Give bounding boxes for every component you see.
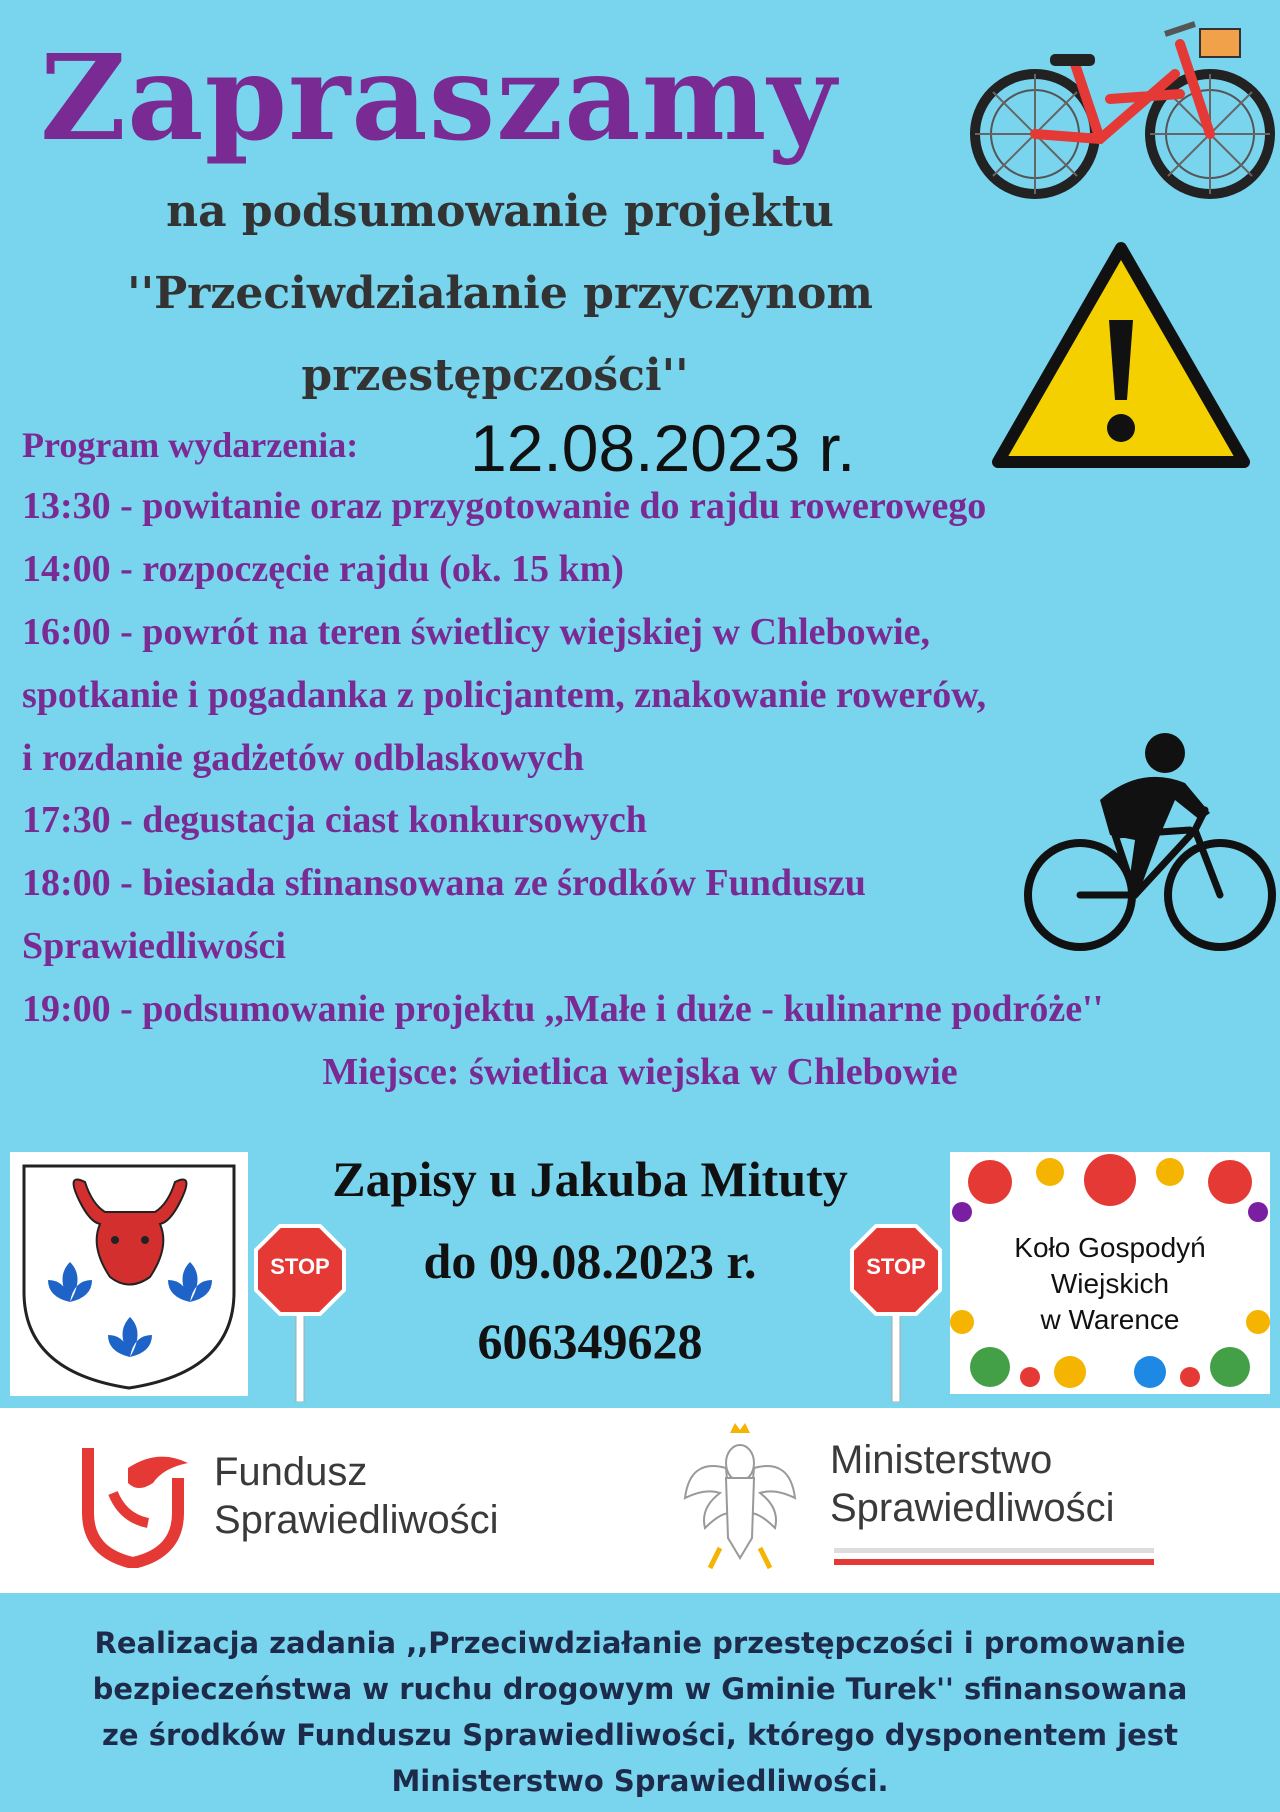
ministry-line2: Sprawiedliwości bbox=[830, 1486, 1115, 1530]
flag-stripe bbox=[834, 1548, 1154, 1565]
footer-line4: Ministerstwo Sprawiedliwości. bbox=[391, 1764, 889, 1798]
warning-icon bbox=[990, 240, 1252, 472]
kgw-line3: w Warence bbox=[1040, 1304, 1180, 1335]
footer-line2: bezpieczeństwa w ruchu drogowym w Gminie Turek'' sfinansowana bbox=[92, 1672, 1188, 1706]
program-line: 14:00 - rozpoczęcie rajdu (ok. 15 km) bbox=[22, 548, 624, 590]
registration-phone: 606349628 bbox=[477, 1313, 703, 1369]
registration-contact: Zapisy u Jakuba Mituty bbox=[332, 1151, 848, 1207]
fundusz-line2: Sprawiedliwości bbox=[214, 1498, 499, 1542]
project-name-line1: ''Przeciwdziałanie przyczynom bbox=[127, 268, 873, 319]
kgw-line1: Koło Gospodyń bbox=[1014, 1232, 1206, 1263]
page-title: Zapraszamy bbox=[40, 28, 838, 167]
eagle-emblem-icon bbox=[680, 1418, 800, 1583]
kgw-line2: Wiejskich bbox=[1050, 1268, 1170, 1299]
footer-line3: ze środków Funduszu Sprawiedliwości, którego dysponentem jest bbox=[102, 1718, 1178, 1752]
fundusz-line1: Fundusz bbox=[214, 1450, 368, 1494]
fundusz-logo-icon bbox=[68, 1438, 198, 1568]
subtitle: na podsumowanie projektu bbox=[166, 186, 834, 237]
bicycle-icon bbox=[960, 4, 1280, 204]
event-date: 12.08.2023 r. bbox=[470, 411, 856, 485]
cyclist-icon bbox=[1020, 725, 1280, 965]
program-line: Sprawiedliwości bbox=[22, 925, 286, 967]
stop-sign-label: STOP bbox=[270, 1254, 330, 1279]
footer-line1: Realizacja zadania ,,Przeciwdziałanie przestępczości i promowanie bbox=[94, 1626, 1186, 1660]
sponsor-logos-band bbox=[0, 1408, 1280, 1593]
event-place: Miejsce: świetlica wiejska w Chlebowie bbox=[322, 1051, 958, 1093]
program-line: spotkanie i pogadanka z policjantem, znakowanie rowerów, bbox=[22, 674, 987, 716]
program-line: i rozdanie gadżetów odblaskowych bbox=[22, 737, 584, 779]
program-line: 18:00 - biesiada sfinansowana ze środków Funduszu bbox=[22, 862, 866, 904]
program-label: Program wydarzenia: bbox=[22, 425, 359, 465]
program-line: 17:30 - degustacja ciast konkursowych bbox=[22, 799, 647, 841]
program-line: 16:00 - powrót na teren świetlicy wiejskiej w Chlebowie, bbox=[22, 611, 930, 653]
kgw-logo bbox=[950, 1152, 1270, 1394]
funding-statement bbox=[20, 1620, 1260, 1804]
program-line: 13:30 - powitanie oraz przygotowanie do rajdu rowerowego bbox=[22, 485, 987, 527]
registration-deadline: do 09.08.2023 r. bbox=[423, 1233, 757, 1289]
program-line: 19:00 - podsumowanie projektu ,,Małe i duże - kulinarne podróże'' bbox=[22, 988, 1104, 1030]
ministry-line1: Ministerstwo bbox=[830, 1438, 1053, 1482]
coat-of-arms-logo bbox=[10, 1152, 248, 1396]
stop-sign-label: STOP bbox=[866, 1254, 926, 1279]
project-name-line2: przestępczości'' bbox=[301, 350, 689, 401]
